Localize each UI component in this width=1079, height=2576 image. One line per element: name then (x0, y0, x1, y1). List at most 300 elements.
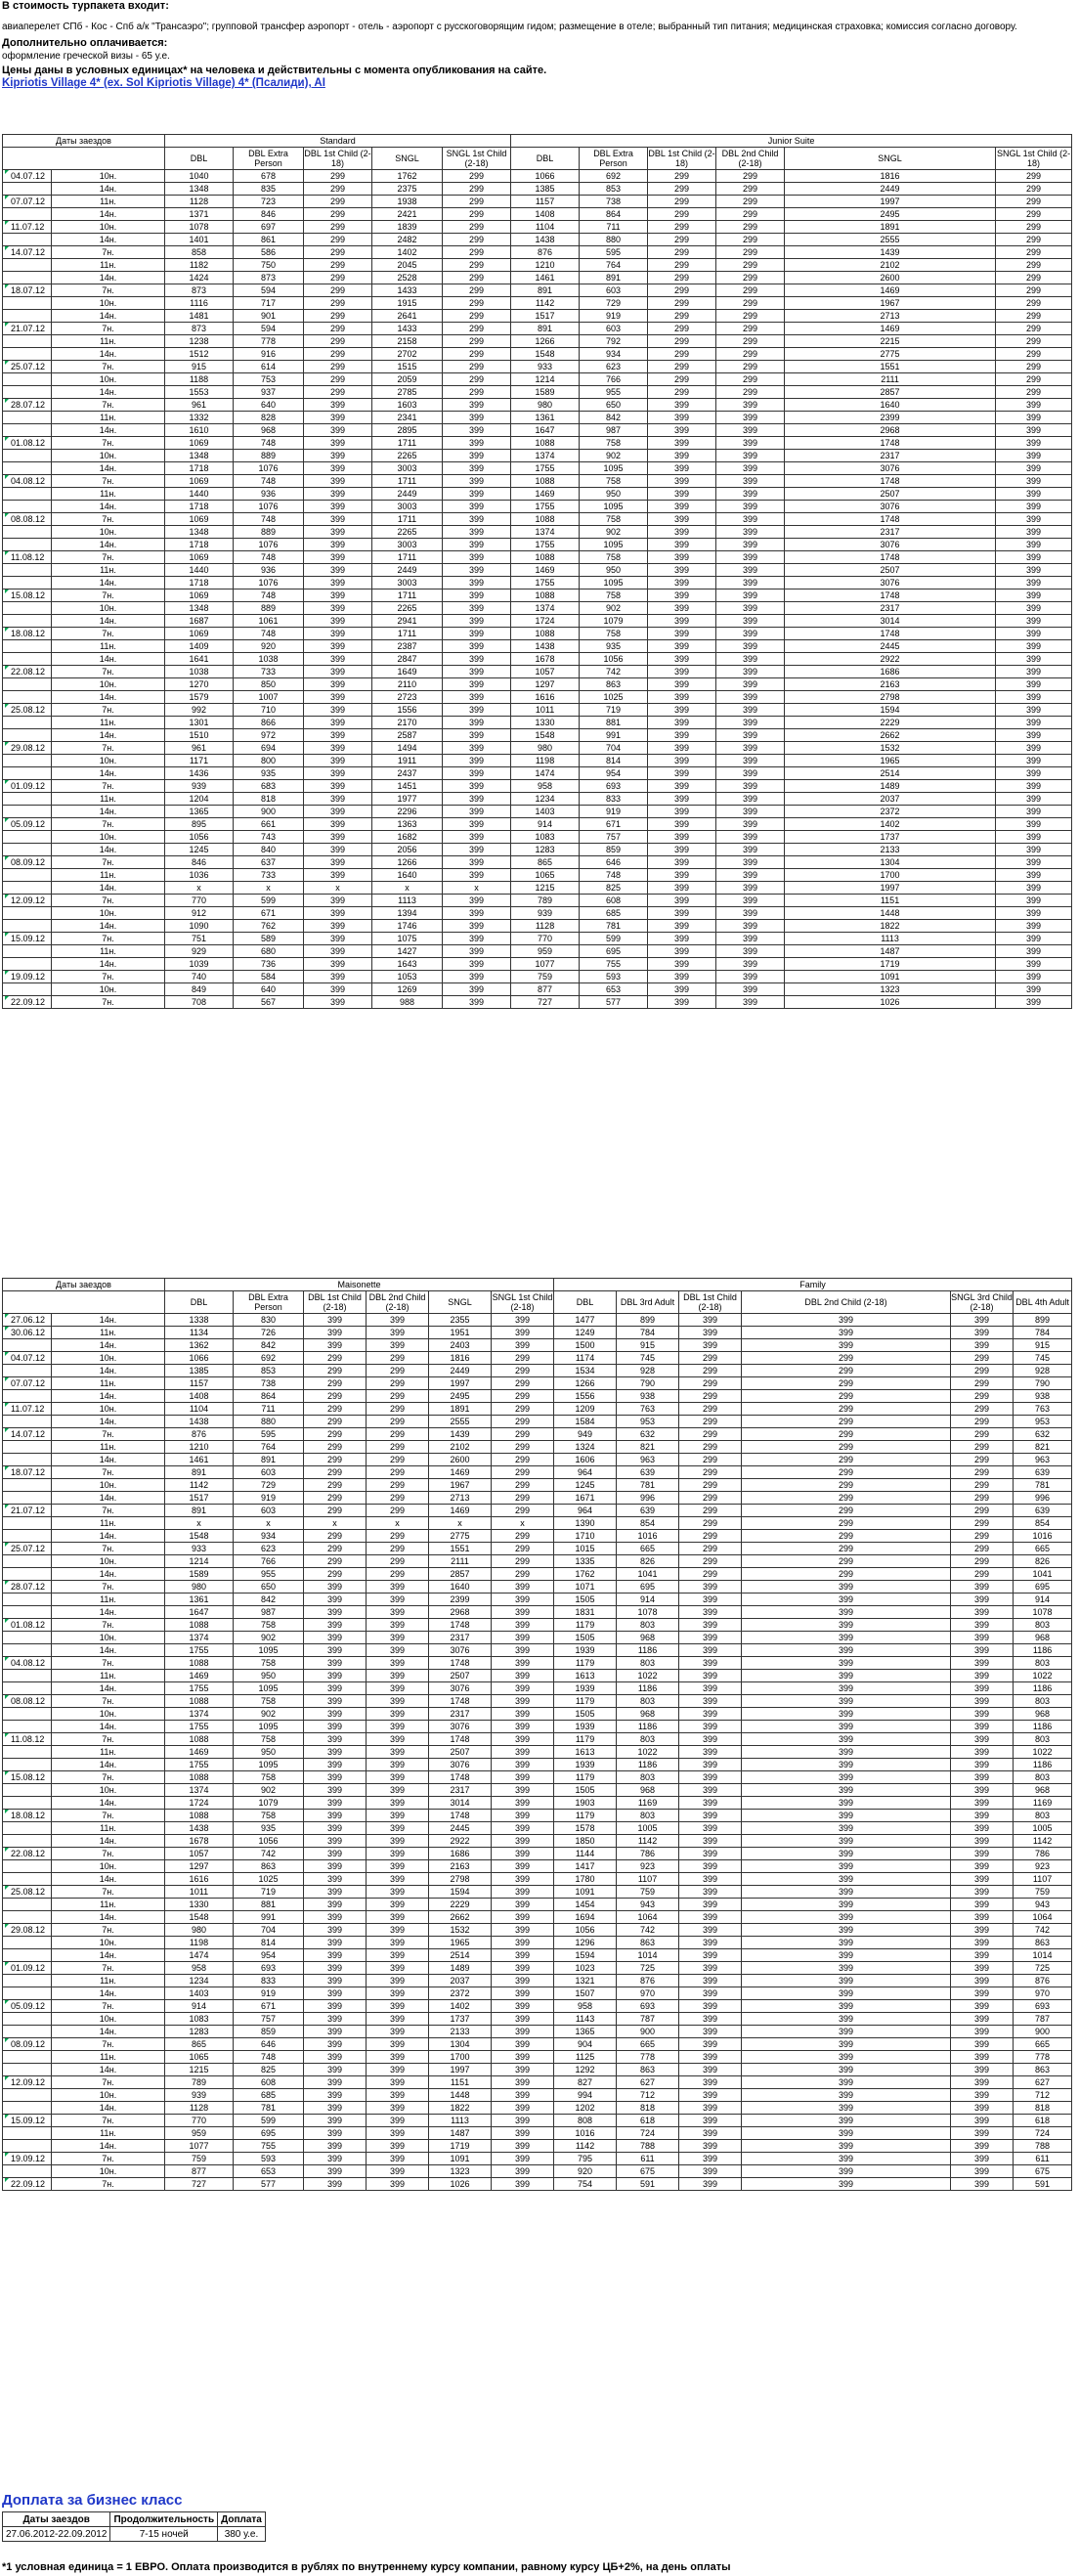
price-cell: 584 (234, 971, 304, 983)
table-row (3, 895, 1072, 907)
price-cell: 399 (951, 1886, 1014, 1899)
price-cell: 299 (304, 1365, 367, 1377)
price-cell: 959 (165, 2127, 234, 2140)
price-cell: 591 (617, 2178, 679, 2191)
price-cell: 803 (1014, 1619, 1072, 1632)
price-cell: 399 (648, 818, 716, 831)
price-cell: 1438 (511, 640, 580, 653)
price-cell: 1748 (785, 551, 996, 564)
arrival-date (3, 615, 52, 628)
price-cell: 399 (648, 640, 716, 653)
table-row (3, 1708, 1072, 1721)
comment-marker-icon (5, 361, 9, 365)
price-cell: 1039 (165, 958, 234, 971)
price-cell: 939 (511, 907, 580, 920)
nights: 7н. (52, 1733, 165, 1746)
price-cell: 399 (996, 780, 1072, 793)
price-cell: 1589 (511, 386, 580, 399)
nights: 14н. (52, 920, 165, 933)
price-cell: 803 (1014, 1695, 1072, 1708)
price-cell: 987 (580, 424, 648, 437)
price-cell: 950 (234, 1746, 304, 1759)
price-cell: 1507 (554, 1987, 617, 2000)
nights: 11н. (52, 1822, 165, 1835)
price-cell: 1209 (554, 1403, 617, 1416)
price-cell: 399 (304, 1632, 367, 1644)
price-cell: 299 (367, 1466, 429, 1479)
price-cell: 1548 (165, 1530, 234, 1543)
price-cell: 2317 (429, 1632, 492, 1644)
price-cell: 1748 (785, 628, 996, 640)
price-cell: 399 (996, 691, 1072, 704)
price-cell: 1128 (511, 920, 580, 933)
price-cell: 988 (372, 996, 443, 1009)
price-cell: 399 (492, 1860, 554, 1873)
price-cell: 299 (951, 1365, 1014, 1377)
price-cell: 1724 (511, 615, 580, 628)
price-cell: 399 (648, 755, 716, 767)
price-cell: 399 (304, 2038, 367, 2051)
table-row (3, 780, 1072, 793)
price-cell: 1532 (429, 1924, 492, 1937)
price-cell: 399 (951, 1822, 1014, 1835)
nights: 14н. (52, 1987, 165, 2000)
nights: 7н. (52, 971, 165, 983)
price-cell: 2922 (785, 653, 996, 666)
table-row (3, 1466, 1072, 1479)
price-cell: 399 (304, 1797, 367, 1810)
price-cell: 1038 (234, 653, 304, 666)
price-cell: 704 (580, 742, 648, 755)
price-cell: 299 (443, 297, 511, 310)
price-cell: 1323 (785, 983, 996, 996)
prices-note: Цены даны в условных единицах* на человека и действительны с момента опубликования на сайте. (2, 65, 547, 76)
nights: 10н. (52, 983, 165, 996)
price-cell: 399 (304, 844, 372, 856)
price-cell: 299 (716, 272, 785, 284)
price-cell: 299 (367, 1416, 429, 1428)
comment-marker-icon (5, 1771, 9, 1775)
table-row (3, 628, 1072, 640)
price-cell: 399 (304, 577, 372, 589)
table-row (3, 437, 1072, 450)
price-cell: 1755 (511, 462, 580, 475)
price-cell: 399 (367, 2013, 429, 2026)
price-cell: 1436 (165, 767, 234, 780)
price-cell: 399 (679, 1594, 742, 1606)
price-cell: 399 (996, 844, 1072, 856)
arrival-date (3, 1479, 52, 1492)
price-cell: 1076 (234, 501, 304, 513)
price-cell: 889 (234, 526, 304, 539)
price-cell: 399 (742, 1975, 951, 1987)
price-cell: 1440 (165, 488, 234, 501)
price-cell: 299 (742, 1492, 951, 1505)
comment-marker-icon (5, 1619, 9, 1623)
table-row (3, 196, 1072, 208)
price-cell: 758 (234, 1810, 304, 1822)
arrival-date (3, 1721, 52, 1733)
price-cell: 399 (304, 1886, 367, 1899)
table-row (3, 1555, 1072, 1568)
price-cell: 399 (648, 577, 716, 589)
arrival-date: 05.09.12 (3, 2000, 52, 2013)
price-cell: 1025 (580, 691, 648, 704)
price-cell: 1474 (165, 1949, 234, 1962)
nights: 7н. (52, 895, 165, 907)
price-cell: 902 (234, 1784, 304, 1797)
price-cell: 399 (492, 1314, 554, 1327)
price-cell: 1686 (785, 666, 996, 678)
price-cell: 399 (648, 717, 716, 729)
price-cell: 1088 (511, 513, 580, 526)
price-cell: 299 (492, 1492, 554, 1505)
price-cell: 2317 (785, 602, 996, 615)
nights: 14н. (52, 806, 165, 818)
price-cell: 1125 (554, 2051, 617, 2064)
hotel-title-link[interactable]: Kipriotis Village 4* (ex. Sol Kipriotis Village) 4* (Псалиди), AI (2, 77, 325, 89)
table-row (3, 1479, 1072, 1492)
comment-marker-icon (5, 933, 9, 937)
price-cell: 803 (617, 1619, 679, 1632)
price-cell: 608 (580, 895, 648, 907)
price-cell: 781 (1014, 1479, 1072, 1492)
price-cell: 399 (742, 1746, 951, 1759)
price-cell: 1022 (617, 1746, 679, 1759)
table-row (3, 1899, 1072, 1911)
price-cell: 595 (580, 246, 648, 259)
price-cell: 1066 (511, 170, 580, 183)
table-row (3, 1377, 1072, 1390)
price-cell: 299 (742, 1352, 951, 1365)
price-cell: 399 (492, 2115, 554, 2127)
price-cell: 740 (165, 971, 234, 983)
price-cell: 789 (165, 2076, 234, 2089)
price-cell: 742 (1014, 1924, 1072, 1937)
price-cell: 1204 (165, 793, 234, 806)
price-cell: 1323 (429, 2165, 492, 2178)
price-cell: 399 (716, 399, 785, 412)
price-cell: 1088 (165, 1771, 234, 1784)
nights: 7н. (52, 437, 165, 450)
price-cell: 299 (304, 1466, 367, 1479)
price-cell: 665 (617, 1543, 679, 1555)
price-cell: 399 (996, 678, 1072, 691)
price-cell: 792 (580, 335, 648, 348)
price-cell: 863 (617, 2064, 679, 2076)
price-cell: 1553 (165, 386, 234, 399)
price-cell: 877 (511, 983, 580, 996)
business-header-row (3, 2512, 266, 2527)
price-cell: 299 (492, 1530, 554, 1543)
price-cell: 3003 (372, 462, 443, 475)
price-cell: 399 (716, 539, 785, 551)
table-row (3, 1441, 1072, 1454)
price-cell: 399 (679, 1924, 742, 1937)
price-cell: 299 (304, 1505, 367, 1517)
price-cell: 399 (716, 755, 785, 767)
price-cell: 399 (996, 958, 1072, 971)
price-cell: 299 (742, 1416, 951, 1428)
price-cell: 2037 (429, 1975, 492, 1987)
price-cell: 399 (492, 1695, 554, 1708)
price-cell: 1711 (372, 589, 443, 602)
nights: 7н. (52, 1962, 165, 1975)
price-cell: 399 (492, 1339, 554, 1352)
price-cell: 399 (951, 1899, 1014, 1911)
price-cell: 399 (443, 488, 511, 501)
price-cell: 1748 (785, 475, 996, 488)
price-cell: 594 (234, 323, 304, 335)
price-cell: 399 (996, 653, 1072, 666)
price-cell: 865 (511, 856, 580, 869)
table-row (3, 1543, 1072, 1555)
arrival-date (3, 1835, 52, 1848)
price-cell: 725 (1014, 1962, 1072, 1975)
nights: 7н. (52, 2076, 165, 2089)
price-cell: 803 (617, 1695, 679, 1708)
price-cell: 399 (492, 1822, 554, 1835)
price-cell: 399 (996, 704, 1072, 717)
comment-marker-icon (5, 2178, 9, 2182)
arrival-date: 22.09.12 (3, 2178, 52, 2191)
price-cell: 1186 (617, 1682, 679, 1695)
includes-text: авиаперелет СПб - Кос - Спб а/к "Трансаэро"; групповой трансфер аэропорт - отель - аэропорт с русскоговорящим гидом; размещение в отеле; выбранный тип питания; медицинская страховка; комиссия согласно договору. (2, 22, 1017, 32)
price-cell: 299 (679, 1530, 742, 1543)
price-cell: 608 (234, 2076, 304, 2089)
table-row (3, 678, 1072, 691)
price-cell: 399 (996, 501, 1072, 513)
price-cell: 933 (165, 1543, 234, 1555)
price-cell: 826 (617, 1555, 679, 1568)
price-cell: 299 (304, 1479, 367, 1492)
price-cell: 2375 (372, 183, 443, 196)
comment-marker-icon (5, 589, 9, 593)
price-cell: 955 (234, 1568, 304, 1581)
price-cell: 968 (1014, 1708, 1072, 1721)
price-cell: 399 (648, 564, 716, 577)
price-cell: 692 (234, 1352, 304, 1365)
price-cell: 399 (492, 1594, 554, 1606)
price-cell: 1439 (429, 1428, 492, 1441)
price-cell: 399 (716, 869, 785, 882)
price-cell: 399 (304, 488, 372, 501)
price-cell: 2495 (785, 208, 996, 221)
price-cell: 399 (679, 1314, 742, 1327)
comment-marker-icon (5, 996, 9, 1000)
comment-marker-icon (5, 628, 9, 632)
price-cell: 399 (951, 2038, 1014, 2051)
price-cell: 399 (367, 1581, 429, 1594)
arrival-date (3, 2165, 52, 2178)
price-cell: 961 (165, 742, 234, 755)
price-cell: 1182 (165, 259, 234, 272)
price-cell: 399 (443, 526, 511, 539)
business-class-table (2, 2511, 266, 2542)
price-cell: 399 (742, 1886, 951, 1899)
price-cell: 1348 (165, 183, 234, 196)
price-cell: 299 (648, 246, 716, 259)
arrival-date (3, 767, 52, 780)
price-cell: 399 (492, 2013, 554, 2026)
price-cell: 1007 (234, 691, 304, 704)
price-cell: 1682 (372, 831, 443, 844)
price-cell: 778 (617, 2051, 679, 2064)
price-cell: 916 (234, 348, 304, 361)
price-cell: 1613 (554, 1670, 617, 1682)
price-cell: 2857 (785, 386, 996, 399)
price-cell: 1104 (165, 1403, 234, 1416)
price-cell: 299 (951, 1441, 1014, 1454)
price-cell: 299 (367, 1479, 429, 1492)
price-cell: 399 (951, 1810, 1014, 1822)
price-cell: 1891 (785, 221, 996, 234)
table-row (3, 1924, 1072, 1937)
price-cell: 719 (580, 704, 648, 717)
arrival-date (3, 793, 52, 806)
price-cell: 399 (679, 1962, 742, 1975)
price-cell: 399 (679, 1937, 742, 1949)
price-cell: 1579 (165, 691, 234, 704)
price-cell: 399 (304, 589, 372, 602)
arrival-date (3, 1517, 52, 1530)
price-cell: 950 (580, 488, 648, 501)
price-cell: 299 (492, 1377, 554, 1390)
price-cell: 399 (367, 2178, 429, 2191)
price-cell: 399 (716, 577, 785, 589)
price-cell: 1095 (234, 1682, 304, 1695)
price-cell: 399 (648, 882, 716, 895)
price-cell: 1023 (554, 1962, 617, 1975)
price-cell: 2133 (785, 844, 996, 856)
price-cell: 680 (234, 945, 304, 958)
comment-marker-icon (5, 551, 9, 555)
arrival-date: 08.08.12 (3, 513, 52, 526)
price-cell: 842 (580, 412, 648, 424)
price-cell: 2941 (372, 615, 443, 628)
price-cell: 750 (234, 259, 304, 272)
nights: 11н. (52, 2127, 165, 2140)
price-cell: 1091 (554, 1886, 617, 1899)
price-cell: 299 (367, 1505, 429, 1517)
arrival-date (3, 1860, 52, 1873)
price-cell: 1066 (165, 1352, 234, 1365)
price-cell: 299 (648, 361, 716, 373)
price-cell: 1694 (554, 1911, 617, 1924)
price-cell: 299 (304, 386, 372, 399)
price-cell: 399 (679, 1733, 742, 1746)
price-cell: 399 (996, 577, 1072, 589)
price-cell: 399 (679, 2000, 742, 2013)
price-cell: 1977 (372, 793, 443, 806)
arrival-date (3, 462, 52, 475)
price-cell: 399 (742, 1759, 951, 1771)
price-cell: 399 (443, 704, 511, 717)
standard-junior-price-table (2, 134, 1072, 1009)
price-cell: 1469 (785, 323, 996, 335)
price-cell: 1997 (785, 882, 996, 895)
price-cell: 299 (996, 284, 1072, 297)
arrival-date (3, 539, 52, 551)
price-cell: 399 (742, 1339, 951, 1352)
price-cell: 299 (492, 1428, 554, 1441)
price-cell: 1304 (429, 2038, 492, 2051)
nights: 14н. (52, 1949, 165, 1962)
price-cell: 2641 (372, 310, 443, 323)
price-cell: 399 (648, 399, 716, 412)
price-cell: 399 (679, 1670, 742, 1682)
price-cell: 627 (1014, 2076, 1072, 2089)
price-cell: 299 (443, 361, 511, 373)
price-cell: 1362 (165, 1339, 234, 1352)
price-cell: 399 (304, 1962, 367, 1975)
price-cell: 399 (679, 1797, 742, 1810)
price-cell: 1374 (165, 1784, 234, 1797)
price-cell: 968 (1014, 1784, 1072, 1797)
price-cell: 399 (443, 462, 511, 475)
price-cell: 935 (234, 1822, 304, 1835)
price-cell: 1454 (554, 1899, 617, 1911)
price-cell: 299 (716, 196, 785, 208)
arrival-date: 21.07.12 (3, 1505, 52, 1517)
price-cell: 599 (234, 2115, 304, 2127)
price-cell: 758 (580, 437, 648, 450)
price-cell: 939 (165, 2089, 234, 2102)
price-cell: 693 (1014, 2000, 1072, 2013)
price-cell: 399 (951, 1911, 1014, 1924)
column-header: DBL 3rd Adult (617, 1291, 679, 1314)
price-cell: 1186 (617, 1721, 679, 1733)
price-cell: 399 (742, 1835, 951, 1848)
price-cell: 1403 (511, 806, 580, 818)
price-cell: 399 (304, 907, 372, 920)
price-cell: 1477 (554, 1314, 617, 1327)
nights: 7н. (52, 361, 165, 373)
price-cell: 399 (304, 615, 372, 628)
price-cell: 399 (996, 462, 1072, 475)
price-cell: 399 (304, 2165, 367, 2178)
price-cell: 912 (165, 907, 234, 920)
price-cell: 399 (304, 2076, 367, 2089)
price-cell: 299 (443, 208, 511, 221)
price-cell: 2317 (429, 1708, 492, 1721)
price-cell: 950 (234, 1670, 304, 1682)
price-cell: 1594 (785, 704, 996, 717)
nights: 14н. (52, 348, 165, 361)
price-cell: 299 (679, 1416, 742, 1428)
price-cell: 1088 (165, 1619, 234, 1632)
price-cell: 1022 (1014, 1670, 1072, 1682)
price-cell: 923 (1014, 1860, 1072, 1873)
price-cell: 399 (679, 1606, 742, 1619)
price-cell: 399 (996, 793, 1072, 806)
price-cell: 299 (951, 1555, 1014, 1568)
price-cell: 784 (1014, 1327, 1072, 1339)
price-cell: 399 (996, 996, 1072, 1009)
price-cell: 1077 (511, 958, 580, 971)
price-cell: 399 (951, 2115, 1014, 2127)
price-cell: 399 (492, 2165, 554, 2178)
price-cell: 399 (304, 780, 372, 793)
nights: 14н. (52, 2064, 165, 2076)
price-cell: 786 (1014, 1848, 1072, 1860)
price-cell: 695 (1014, 1581, 1072, 1594)
price-cell: 399 (443, 399, 511, 412)
price-cell: 299 (742, 1555, 951, 1568)
price-cell: 399 (742, 2102, 951, 2115)
price-cell: 299 (648, 259, 716, 272)
price-cell: 2600 (785, 272, 996, 284)
